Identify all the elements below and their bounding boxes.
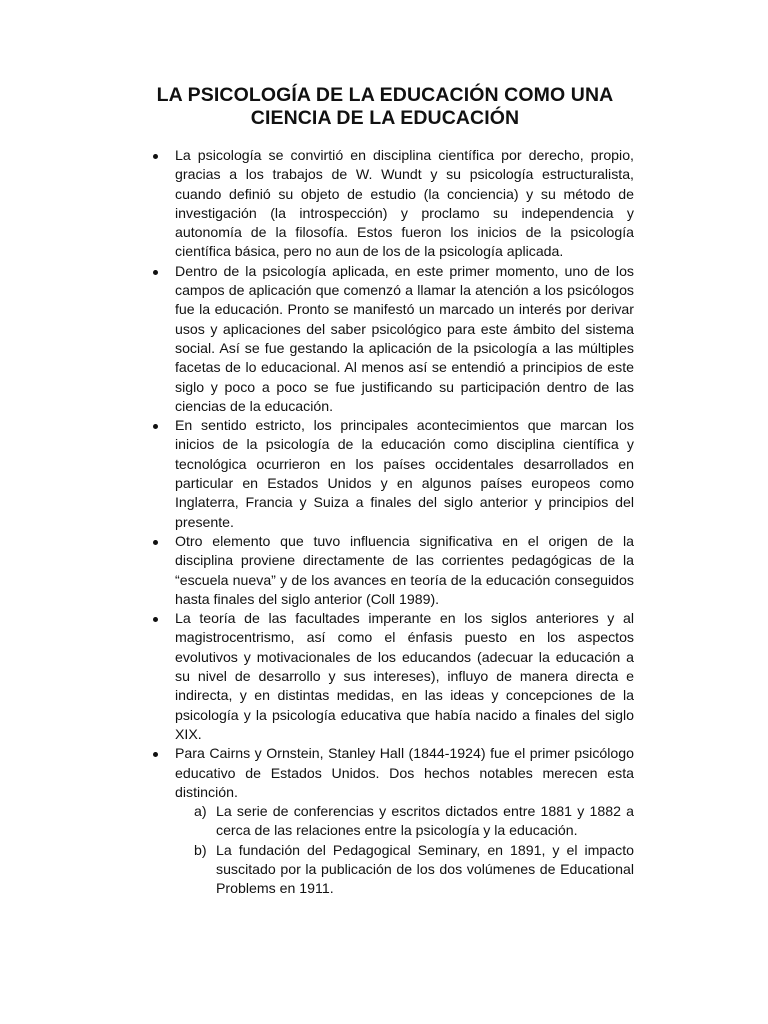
sub-item-text: La fundación del Pedagogical Seminary, en 1891, y el impacto suscitado por la publicación de los dos volúmenes de Educational Problems en 1911. bbox=[216, 841, 634, 897]
bullet-text: En sentido estricto, los principales acontecimientos que marcan los inicios de la psicología de la educación como disciplina científica y tecnológica ocurrieron en los países occidentales desarrollados en particular en Estados Unidos y en algunos países europeos como Inglaterra, Francia y Suiza a finales del siglo anterior y principios del presente. bbox=[175, 417, 634, 530]
bullet-list bbox=[148, 146, 634, 899]
sub-item-marker: b) bbox=[194, 841, 207, 858]
title-line-2: CIENCIA DE LA EDUCACIÓN bbox=[250, 107, 520, 129]
sub-list bbox=[175, 802, 634, 898]
bullet-icon bbox=[153, 424, 158, 429]
bullet-text: Dentro de la psicología aplicada, en este primer momento, uno de los campos de aplicación que comenzó a llamar la atención a los psicólogos fue la educación. Pronto se manifestó un marcado un interés por derivar usos y aplicaciones del saber psicológico para este ámbito del sistema social. Así se fue gestando la aplicación de la psicología a las múltiples facetas de lo educacional. Al menos así se entendió a principios de este siglo y poco a poco se fue justificando su participación dentro de las ciencias de la educación. bbox=[175, 262, 634, 414]
bullet-item bbox=[148, 262, 634, 416]
sub-item-marker: a) bbox=[194, 803, 207, 820]
bullet-icon bbox=[153, 617, 158, 622]
bullet-text: Para Cairns y Ornstein, Stanley Hall (1844-1924) fue el primer psicólogo educativo de Estados Unidos. Dos hechos notables merecen esta distinción. bbox=[175, 745, 634, 800]
sub-item-text: La serie de conferencias y escritos dictados entre 1881 y 1882 a cerca de las relaciones entre la psicología y la educación. bbox=[216, 803, 634, 839]
title-line-1: LA PSICOLOGÍA DE LA EDUCACIÓN COMO UNA bbox=[156, 84, 614, 106]
bullet-icon bbox=[153, 270, 158, 275]
bullet-text: La teoría de las facultades imperante en los siglos anteriores y al magistrocentrismo, así como el énfasis puesto en los aspectos evolutivos y motivacionales de los educandos (adecuar la educación a su nivel de desarrollo y sus intereses), influyo de manera directa e indirecta, y en distintas medidas, en las ideas y concepciones de la psicología y la psicología educativa que había nacido a finales del siglo XIX. bbox=[175, 610, 634, 742]
bullet-item bbox=[148, 744, 634, 898]
bullet-item bbox=[148, 609, 634, 744]
bullet-item bbox=[148, 532, 634, 609]
bullet-text: La psicología se convirtió en disciplina científica por derecho, propio, gracias a los trabajos de W. Wundt y su psicología estructuralista, cuando definió su objeto de estudio (la conciencia) y su método de investigación (la introspección) y proclamo su independencia y autonomía de la filosofía. Estos fueron los inicios de la psicología científica básica, pero no aun de los de la psicología aplicada. bbox=[175, 147, 634, 260]
sub-list-item bbox=[175, 802, 634, 841]
sub-list-item bbox=[175, 841, 634, 899]
bullet-text: Otro elemento que tuvo influencia significativa en el origen de la disciplina proviene directamente de las corrientes pedagógicas de la “escuela nueva” y de los avances en teoría de la educación conseguidos hasta finales del siglo anterior (Coll 1989). bbox=[175, 532, 634, 607]
bullet-icon bbox=[153, 154, 158, 159]
document-title bbox=[150, 84, 620, 130]
bullet-item bbox=[148, 416, 634, 532]
bullet-icon bbox=[153, 540, 158, 545]
bullet-icon bbox=[153, 752, 158, 757]
bullet-item bbox=[148, 146, 634, 262]
